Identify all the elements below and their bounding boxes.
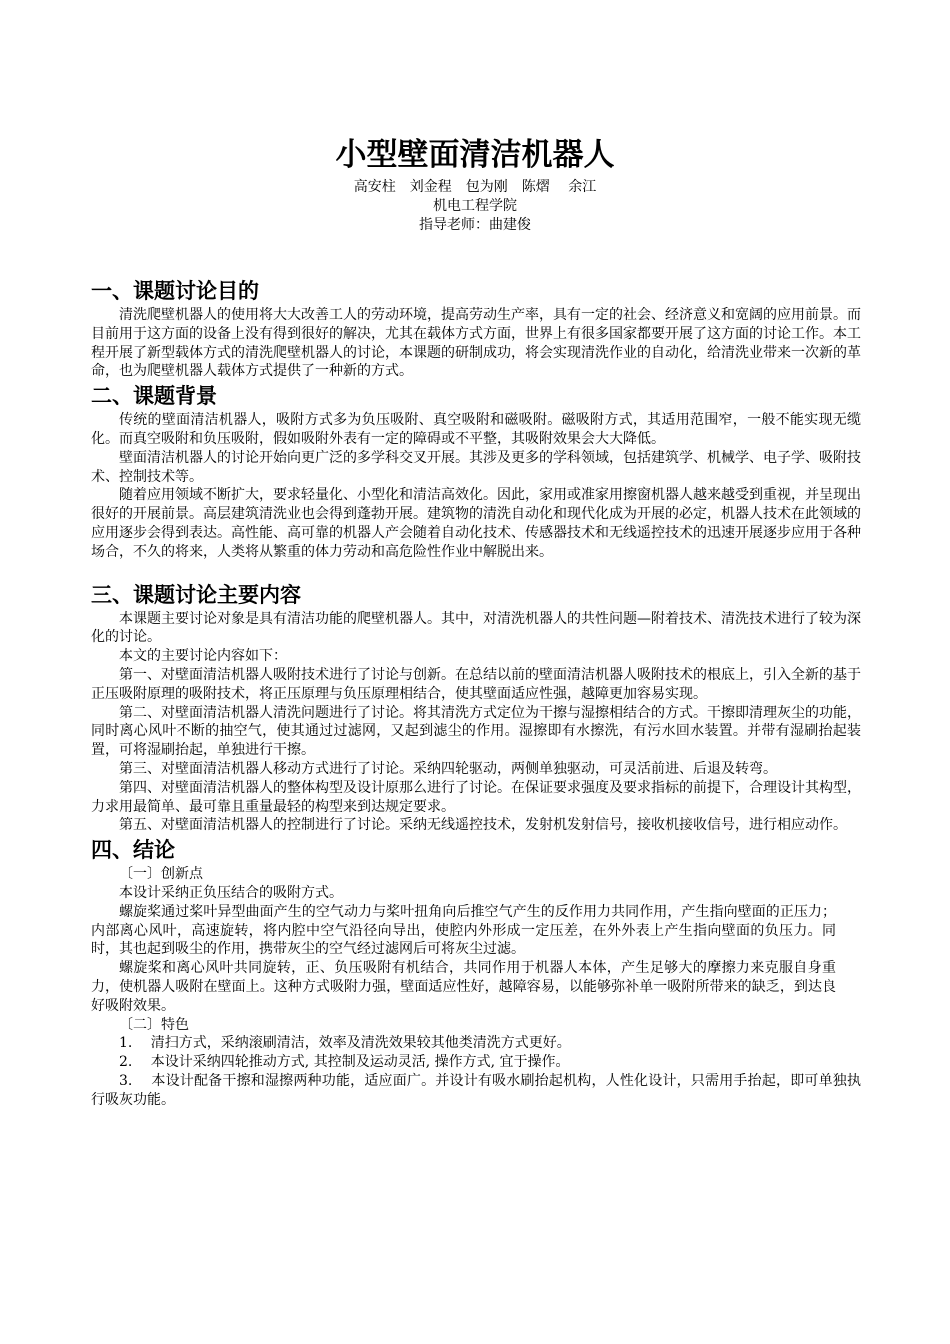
section-heading: 二、课题背景 (91, 384, 217, 409)
paragraph: 传统的壁面清洁机器人，吸附方式多为负压吸附、真空吸附和磁吸附。磁吸附方式，其适用范围窄，一般不能实现无缆化。而真空吸附和负压吸附，假如吸附外表有一定的障碍或不平整，其吸附效果会大大降低。 (91, 412, 861, 447)
section-heading: 三、课题讨论主要内容 (91, 582, 301, 607)
paragraph: 第一、对壁面清洁机器人吸附技术进行了讨论与创新。在总结以前的壁面清洁机器人吸附技术的根底上，引入全新的基于正压吸附原理的吸附技术，将正压原理与负压原理相结合，使其壁面适应性强，越障更加容易实现。 (91, 666, 861, 702)
paper-title: 小型壁面清洁机器人 (335, 137, 615, 173)
section-heading: 四、结论 (91, 838, 175, 863)
subheading-innovation: 〔一〕创新点 (119, 866, 203, 883)
paragraph: 螺旋桨和离心风叶共同旋转，正、负压吸附有机结合，共同作用于机器人本体，产生足够大的摩擦力来克服自身重力，使机器人吸附在壁面上。这种方式吸附力强，壁面适应性好，越障容易，以能够弥补单一吸附所带来的缺乏，到达良好吸附效果。 (91, 960, 836, 1014)
author-list: 高安柱 刘金程 包为刚 陈熠 余江 (353, 179, 597, 195)
section-heading: 一、课题讨论目的 (91, 279, 259, 303)
paragraph: 第五、对壁面清洁机器人的控制进行了讨论。采纳无线遥控技术，发射机发射信号，接收机接收信号，进行相应动作。 (119, 817, 847, 834)
paragraph: 本设计采纳正负压结合的吸附方式。 (119, 884, 343, 901)
paragraph: 第二、对壁面清洁机器人清洗问题进行了讨论。将其清洗方式定位为干擦与湿擦相结合的方式。干擦即清理灰尘的功能，同时离心风叶不断的抽空气，使其通过过滤网，又起到滤尘的作用。湿擦即有水擦洗，有污水回水装置。并带有湿刷抬起装置，可将湿刷抬起，单独进行干擦。 (91, 704, 861, 759)
paragraph: 本课题主要讨论对象是具有清洁功能的爬壁机器人。其中，对清洗机器人的共性问题—附着技术、清洗技术进行了较为深化的讨论。 (91, 610, 861, 646)
paragraph: 随着应用领域不断扩大，要求轻量化、小型化和清洁高效化。因此，家用或准家用擦窗机器人越来越受到重视，并呈现出很好的开展前景。高层建筑清洗业也会得到蓬勃开展。建筑物的清洗自动化和现代化成为开展的必定，机器人技术在此领域的应用逐步会得到表达。高性能、高可靠的机器人产会随着自动化技术、传感器技术和无线遥控技术的迅速开展逐步应用于各种场合，不久的将来，人类将从繁重的体力劳动和高危险性作业中解脱出来。 (91, 487, 861, 560)
advisor: 指导老师：曲建俊 (419, 217, 531, 233)
paper-header (0, 132, 950, 235)
subheading-features: 〔二〕特色 (119, 1016, 189, 1033)
list-item: 3. 本设计配备干擦和湿擦两种功能，适应面广。并设计有吸水刷抬起机构，人性化设计，只需用手抬起，即可单独执行吸灰功能。 (91, 1072, 861, 1108)
paragraph: 第三、对壁面清洁机器人移动方式进行了讨论。采纳四轮驱动，两侧单独驱动，可灵活前进、后退及转弯。 (119, 760, 777, 777)
list-item: 2. 本设计采纳四轮推动方式, 其控制及运动灵活, 操作方式, 宜于操作。 (119, 1054, 570, 1071)
section-spacer (91, 562, 861, 580)
paragraph: 第四、对壁面清洁机器人的整体构型及设计原那么进行了讨论。在保证要求强度及要求指标的前提下，合理设计其构型，力求用最简单、最可靠且重量最轻的构型来到达规定要求。 (91, 779, 861, 815)
paragraph: 螺旋桨通过桨叶异型曲面产生的空气动力与桨叶扭角向后推空气产生的反作用力共同作用，产生指向壁面的正压力；内部离心风叶，高速旋转，将内腔中空气沿径向导出，使腔内外形成一定压差，在外外表上产生指向壁面的负压力。同时，其也起到吸尘的作用，携带灰尘的空气经过滤网后可将灰尘过滤。 (91, 903, 836, 958)
paper-body (91, 276, 861, 1109)
list-item: 1. 清扫方式，采纳滚刷清洁，效率及清洗效果较其他类清洗方式更好。 (119, 1035, 571, 1052)
paragraph: 本文的主要讨论内容如下： (119, 648, 287, 665)
department: 机电工程学院 (433, 198, 517, 214)
paragraph: 壁面清洁机器人的讨论开始向更广泛的多学科交叉开展。其涉及更多的学科领域，包括建筑学、机械学、电子学、吸附技术、控制技术等。 (91, 449, 861, 485)
paragraph: 清洗爬壁机器人的使用将大大改善工人的劳动环境，提高劳动生产率，具有一定的社会、经济意义和宽阔的应用前景。而目前用于这方面的设备上没有得到很好的解决，尤其在载体方式方面，世界上有很多国家都要开展了这方面的讨论工作。本工程开展了新型载体方式的清洗爬壁机器人的讨论，本课题的研制成功，将会实现清洗作业的自动化，给清洗业带来一次新的革命，也为爬壁机器人载体方式提供了一种新的方式。 (91, 307, 861, 380)
